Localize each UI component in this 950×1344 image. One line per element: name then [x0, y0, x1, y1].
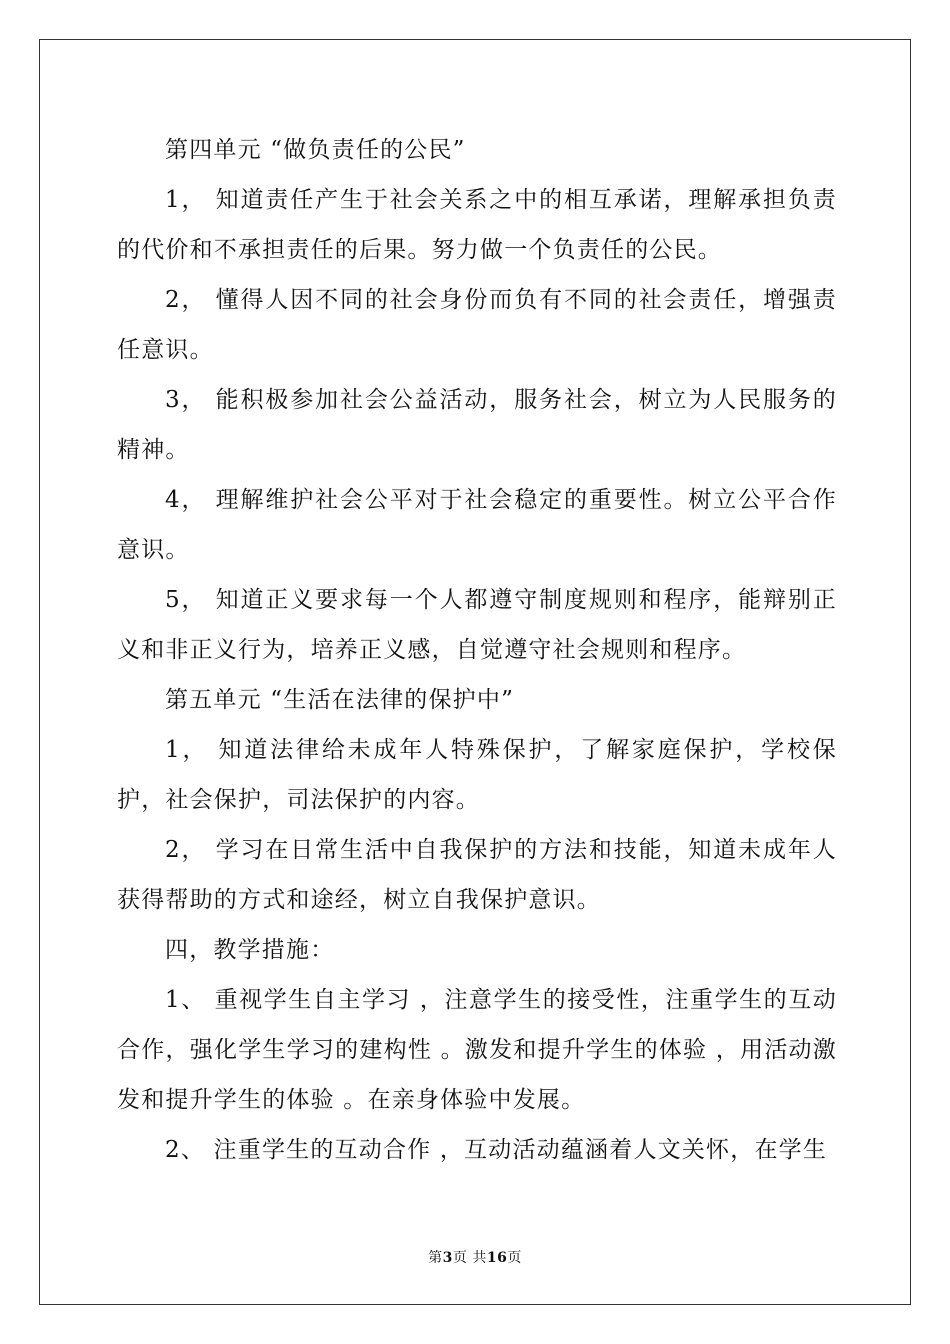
- paragraph: 4， 理解维护社会公平对于社会稳定的重要性。树立公平合作意识。: [117, 487, 837, 563]
- unit-four-heading: 第四单元 “做负责任的公民”: [165, 137, 466, 163]
- unit-five-heading: 第五单元 “生活在法律的保护中”: [165, 687, 515, 713]
- teaching-measures-heading: 四，教学措施：: [165, 937, 335, 963]
- paragraph: 2， 懂得人因不同的社会身份而负有不同的社会责任，增强责任意识。: [117, 287, 837, 363]
- document-body: [117, 125, 837, 1175]
- footer-suffix: 页: [507, 1250, 522, 1266]
- paragraph: 2， 学习在日常生活中自我保护的方法和技能，知道未成年人获得帮助的方式和途经，树立自我保护意识。: [117, 837, 837, 913]
- footer-total-pages: 16: [486, 1250, 508, 1266]
- page-footer: [0, 1247, 950, 1267]
- paragraph: 2、 注重学生的互动合作 ，互动活动蕴涵着人文关怀，在学生: [165, 1137, 828, 1163]
- paragraph: 1， 知道法律给未成年人特殊保护，了解家庭保护，学校保护，社会保护，司法保护的内容。: [117, 737, 837, 813]
- paragraph: 1， 知道责任产生于社会关系之中的相互承诺，理解承担负责的代价和不承担责任的后果。努力做一个负责任的公民。: [117, 187, 837, 263]
- footer-prefix: 第: [428, 1250, 443, 1266]
- footer-page-number: 3: [442, 1250, 453, 1266]
- paragraph: 5， 知道正义要求每一个人都遵守制度规则和程序，能辩别正义和非正义行为，培养正义感，自觉遵守社会规则和程序。: [117, 587, 837, 663]
- paragraph: 3， 能积极参加社会公益活动，服务社会，树立为人民服务的精神。: [117, 387, 837, 463]
- footer-middle: 页 共: [452, 1250, 487, 1266]
- paragraph: 1、 重视学生自主学习 ，注意学生的接受性，注重学生的互动合作，强化学生学习的建构性 。激发和提升学生的体验 ，用活动激发和提升学生的体验 。在亲身体验中发展。: [117, 987, 837, 1113]
